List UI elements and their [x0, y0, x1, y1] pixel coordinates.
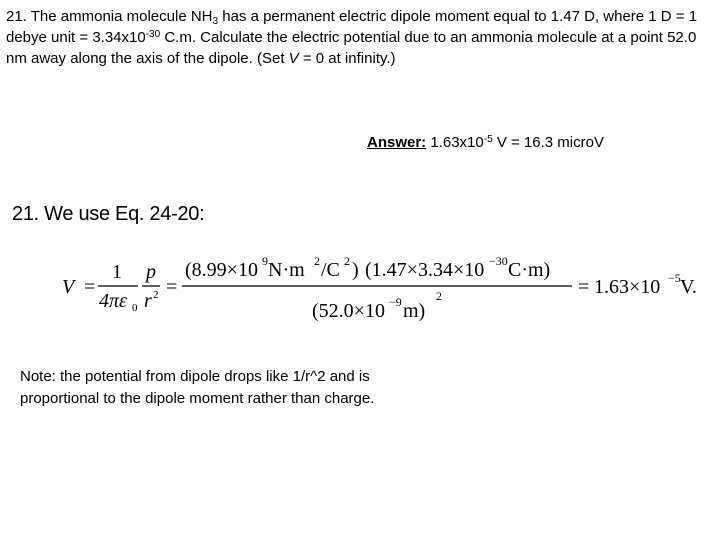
eq-num-k-units2: /C: [321, 259, 340, 281]
note-text: Note: the potential from dipole drops like 1/r^2 and is proportional to the dipole moment rather than charge.: [20, 368, 375, 407]
exponent-neg30: -30: [145, 29, 161, 40]
eq-equals-1: =: [84, 276, 96, 298]
potential-equation: [0, 240, 720, 335]
eq-frac2-den: r: [144, 290, 152, 312]
eq-result-unit: V.: [680, 276, 697, 298]
eq-num-p: (1.47×3.34×10: [365, 259, 485, 281]
eq-lhs-v: V: [62, 276, 75, 298]
eq-den-r-exp: −9: [389, 295, 402, 309]
eq-den-r: (52.0×10: [312, 300, 385, 322]
eq-frac1-den: 4πε: [99, 290, 127, 312]
eq-num-p-exp: −30: [489, 254, 508, 268]
eq-frac1-den-sub: 0: [132, 302, 138, 314]
variable-v: V: [288, 50, 299, 67]
eq-num-k-units2-exp: 2: [344, 254, 350, 268]
eq-num-k-units: N·m: [268, 259, 305, 281]
eq-num-k-units-exp: 2: [314, 254, 320, 268]
eq-num-k: (8.99×10: [185, 259, 258, 281]
eq-equals-2: =: [166, 276, 178, 298]
eq-num-k-close: ): [352, 259, 359, 281]
problem-text-part3: C.m. Calculate the electric potential due to an ammonia molecule at a point 52.0 nm away along the axis of the dipole. (Set: [6, 29, 697, 67]
answer-label: Answer:: [367, 134, 427, 151]
eq-result-equals: =: [578, 276, 590, 298]
eq-frac2-numerator: p: [146, 261, 156, 283]
solution-heading: 21. We use Eq. 24-20:: [12, 203, 205, 225]
eq-result-base: 1.63×10: [594, 276, 661, 298]
answer-value-rest: V = 16.3 microV: [492, 134, 604, 151]
problem-text-part1: The ammonia molecule NH: [26, 8, 213, 25]
eq-result-exp: −5: [668, 271, 681, 285]
eq-den-r-units: m): [403, 300, 426, 322]
answer-line: [367, 134, 604, 151]
answer-value-exponent: -5: [483, 134, 493, 145]
answer-value-base: 1.63x10: [430, 134, 484, 151]
problem-text-part4: = 0 at infinity.): [298, 50, 396, 67]
eq-frac1-numerator: 1: [112, 261, 122, 283]
eq-num-k-exp: 9: [262, 254, 268, 268]
problem-statement: [6, 6, 718, 69]
problem-number: 21.: [6, 8, 27, 25]
eq-den-r-outer-exp: 2: [436, 289, 442, 303]
eq-num-p-units: C·m): [508, 259, 551, 281]
problem-text-part2: has a permanent electric dipole moment equal to 1.47 D, where 1 D = 1 debye unit = 3.34x10: [6, 8, 698, 46]
eq-frac2-den-exp: 2: [153, 289, 159, 301]
subscript-3: 3: [212, 16, 219, 27]
